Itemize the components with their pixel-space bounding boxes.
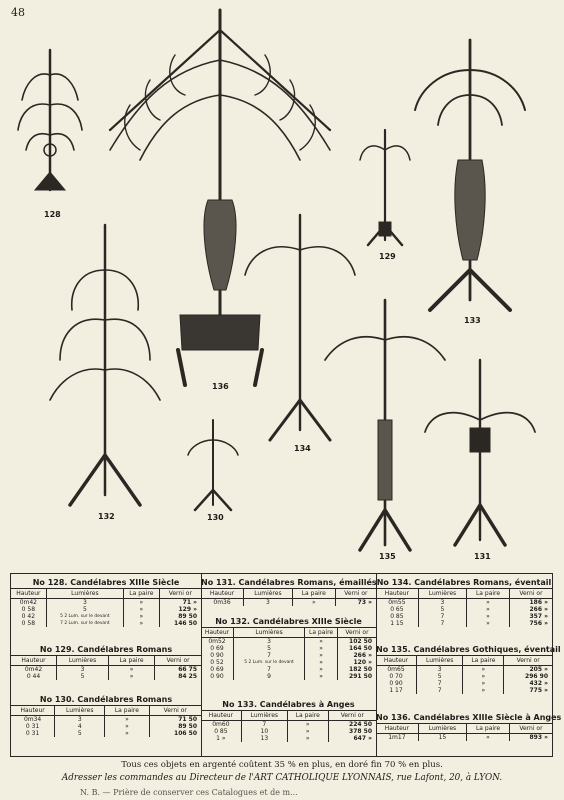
pricing-note: Tous ces objets en argenté coûtent 35 % en plus, en doré fin 70 % en plus. [121, 760, 443, 770]
price-table-135 [376, 655, 552, 694]
cell-price: 647 » [328, 735, 376, 742]
cell-height: 0m55 [388, 599, 406, 606]
cell-pair: » [467, 620, 510, 627]
col-header: Lumières [241, 711, 287, 721]
col-header: La paire [124, 589, 160, 599]
cell-height: 0 31 [25, 730, 40, 737]
cell-price: 89 50 [159, 613, 201, 620]
cell-pair: » [109, 666, 155, 674]
cell-price: 129 » [159, 606, 201, 613]
table-title-129: No 129. Candélabres Romans [39, 645, 173, 654]
figure-number-136: 136 [212, 382, 229, 391]
cell-pair: » [305, 645, 338, 652]
cell-pair: » [463, 680, 504, 687]
table-row [11, 723, 201, 730]
cell-height: 0 52 [210, 659, 224, 666]
cell-height: 0 90 [389, 680, 403, 687]
figure-number-130: 130 [207, 513, 224, 522]
order-address: Adresser les commandes au Directeur de l'ART CATHOLIQUE LYONNAIS, rue Lafont, 20, à LYON. [61, 773, 503, 783]
table-row [11, 730, 201, 737]
candelabrum-129-drawing [360, 130, 410, 245]
cell-lights: 3 [418, 599, 466, 607]
cell-height: 0 85 [390, 613, 404, 620]
cell-lights: 7 2 Lum. sur le devant [46, 620, 123, 627]
col-header: Verni or [509, 724, 552, 734]
price-table-128 [11, 588, 201, 627]
table-row [201, 645, 376, 652]
col-header: Verni or [159, 589, 201, 599]
price-block-132 [201, 616, 376, 680]
col-header: Lumières [56, 656, 108, 666]
cell-lights: 3 [55, 716, 105, 724]
cell-lights: 5 [46, 606, 123, 613]
table-title-136: No 136. Candélabres XIIIe Siècle à Anges [376, 713, 562, 722]
col-header: La paire [287, 711, 328, 721]
cell-height: 0 42 [21, 613, 36, 620]
col-header: Hauteur [11, 589, 46, 599]
cell-height: 0 44 [26, 673, 41, 680]
cell-height: 0 31 [25, 723, 40, 730]
table-row [11, 673, 201, 680]
price-block-128 [11, 577, 201, 627]
cell-lights: 13 [241, 735, 287, 742]
cell-pair: » [287, 735, 328, 742]
cell-lights: 4 [55, 723, 105, 730]
table-row [376, 680, 552, 687]
cell-lights: 15 [418, 734, 466, 742]
cell-pair: » [287, 728, 328, 735]
cell-height: 0 65 [390, 606, 404, 613]
cell-pair: » [463, 666, 504, 674]
cell-pair: » [124, 599, 160, 607]
col-header: Lumières [46, 589, 123, 599]
cell-price: 893 » [509, 734, 552, 742]
cell-pair: » [124, 620, 160, 627]
cell-price: 224 50 [328, 721, 376, 729]
price-table-133 [201, 710, 376, 742]
table-row [376, 673, 552, 680]
price-column-right [376, 574, 562, 756]
cell-pair: » [287, 721, 328, 729]
cell-pair: » [467, 734, 510, 742]
cell-price: 432 » [504, 680, 552, 687]
price-table-134 [376, 588, 552, 627]
table-row [376, 687, 552, 694]
col-header: Hauteur [201, 589, 244, 599]
cell-lights: 7 [418, 620, 466, 627]
cell-height: 0m42 [19, 599, 37, 606]
col-header: La paire [467, 724, 510, 734]
col-header: La paire [467, 589, 510, 599]
col-header: Verni or [155, 656, 201, 666]
candelabrum-133-drawing [415, 40, 525, 310]
cell-price: 291 50 [337, 673, 376, 680]
cell-lights: 7 [417, 687, 463, 694]
figure-number-133: 133 [464, 316, 481, 325]
cell-height: 0m42 [24, 666, 43, 673]
price-block-133 [201, 699, 376, 742]
table-row [376, 620, 552, 627]
cell-price: 89 50 [149, 723, 201, 730]
cell-price: 102 50 [337, 638, 376, 646]
col-header: Lumières [244, 589, 293, 599]
cell-height: 0m65 [387, 666, 405, 673]
table-row [376, 599, 552, 607]
cell-height: 1 » [216, 735, 226, 742]
page-number: 48 [11, 6, 25, 19]
table-row [376, 666, 552, 674]
col-header: Hauteur [376, 656, 417, 666]
cell-pair: » [305, 652, 338, 659]
table-title-133: No 133. Candélabres à Anges [222, 700, 355, 709]
cell-height: 0m36 [213, 599, 231, 606]
cell-price: 378 50 [328, 728, 376, 735]
cell-price: 66 75 [155, 666, 201, 674]
col-header: Hauteur [11, 656, 56, 666]
table-row [376, 734, 552, 742]
cell-price: 164 50 [337, 645, 376, 652]
price-block-134 [376, 577, 552, 627]
price-block-130 [11, 694, 201, 737]
table-title-135: No 135. Candélabres Gothiques, éventail [376, 645, 561, 654]
cell-pair: » [463, 673, 504, 680]
table-row [201, 666, 376, 673]
figure-number-128: 128 [44, 210, 61, 219]
price-table-136 [376, 723, 552, 741]
cell-price: 71 » [159, 599, 201, 607]
cell-lights: 3 [244, 599, 293, 607]
cell-height: 0 69 [210, 645, 224, 652]
cell-price: 146 50 [159, 620, 201, 627]
cell-lights: 5 [233, 645, 304, 652]
candelabrum-136-drawing [110, 10, 330, 385]
cell-price: 266 » [509, 606, 552, 613]
col-header: Verni or [335, 589, 376, 599]
table-title-131: No 131. Candélabres Romans, émaillés [201, 578, 377, 587]
cell-pair: » [292, 599, 335, 607]
col-header: La paire [109, 656, 155, 666]
cell-pair: » [467, 599, 510, 607]
cell-price: 756 » [509, 620, 552, 627]
col-header: Hauteur [376, 589, 418, 599]
table-row [11, 613, 201, 620]
cell-pair: » [124, 613, 160, 620]
cell-pair: » [305, 666, 338, 673]
table-row [376, 606, 552, 613]
figure-number-131: 131 [474, 552, 491, 561]
col-header: Hauteur [201, 628, 233, 638]
table-row [11, 606, 201, 613]
price-table-130 [11, 705, 201, 737]
col-header: Verni or [328, 711, 376, 721]
col-header: Verni or [337, 628, 376, 638]
cell-pair: » [305, 638, 338, 646]
table-row [201, 638, 376, 646]
table-row [201, 728, 376, 735]
price-block-129 [11, 644, 201, 680]
cell-lights: 10 [241, 728, 287, 735]
cell-pair: » [105, 716, 149, 724]
cell-lights: 7 [233, 652, 304, 659]
price-table-132 [201, 627, 376, 680]
col-header: Hauteur [201, 711, 241, 721]
cell-pair: » [305, 673, 338, 680]
cell-price: 106 50 [149, 730, 201, 737]
cell-pair: » [105, 723, 149, 730]
table-row [201, 735, 376, 742]
cell-price: 73 » [335, 599, 376, 607]
col-header: Verni or [149, 706, 201, 716]
cell-price: 357 » [509, 613, 552, 620]
table-row [11, 666, 201, 674]
cell-price: 775 » [504, 687, 552, 694]
col-header: La paire [105, 706, 149, 716]
col-header: La paire [463, 656, 504, 666]
cell-lights: 5 2 Lum. sur le devant [233, 659, 304, 666]
cell-height: 0 90 [210, 652, 224, 659]
figure-number-129: 129 [379, 252, 396, 261]
col-header: Hauteur [11, 706, 55, 716]
price-block-135 [376, 644, 561, 694]
table-row [201, 721, 376, 729]
cell-height: 0 58 [21, 606, 36, 613]
cell-pair: » [467, 606, 510, 613]
cell-height: 1 15 [390, 620, 404, 627]
cell-price: 296 90 [504, 673, 552, 680]
cell-lights: 7 [241, 721, 287, 729]
cell-price: 120 » [337, 659, 376, 666]
cell-price: 205 » [504, 666, 552, 674]
cell-height: 0 90 [210, 673, 224, 680]
cell-lights: 3 [233, 638, 304, 646]
cell-height: 0 58 [21, 620, 36, 627]
price-block-136 [376, 712, 562, 741]
cell-height: 0 70 [389, 673, 403, 680]
table-title-134: No 134. Candélabres Romans, éventail [376, 578, 552, 587]
table-title-130: No 130. Candélabres Romans [39, 695, 173, 704]
cell-lights: 5 [55, 730, 105, 737]
col-header: Lumières [418, 589, 466, 599]
cell-lights: 7 [417, 680, 463, 687]
table-row [201, 652, 376, 659]
figure-number-135: 135 [379, 552, 396, 561]
cell-lights: 5 2 Lum. sur le devant [46, 613, 123, 620]
price-table-129 [11, 655, 201, 680]
cell-lights: 3 [56, 666, 108, 674]
cell-height: 0m60 [212, 721, 230, 728]
col-header: Lumières [417, 656, 463, 666]
cell-price: 71 50 [149, 716, 201, 724]
cell-pair: » [305, 659, 338, 666]
col-header: Verni or [504, 656, 552, 666]
col-header: La paire [292, 589, 335, 599]
cell-height: 0 69 [210, 666, 224, 673]
table-title-128: No 128. Candélabres XIIIe Siècle [32, 578, 180, 587]
price-column-left [11, 574, 202, 756]
table-row [376, 613, 552, 620]
cell-lights: 7 [233, 666, 304, 673]
cell-height: 1m17 [388, 734, 406, 741]
cell-pair: » [467, 613, 510, 620]
cell-lights: 9 [233, 673, 304, 680]
col-header: Verni or [509, 589, 552, 599]
cell-price: 186 » [509, 599, 552, 607]
candelabrum-134-drawing [245, 215, 355, 440]
col-header: Hauteur [376, 724, 418, 734]
table-row [201, 673, 376, 680]
cell-lights: 5 [417, 673, 463, 680]
cell-pair: » [109, 673, 155, 680]
table-title-132: No 132. Candélabres XIIIe Siècle [215, 617, 362, 626]
cell-height: 0m34 [23, 716, 42, 723]
price-column-middle [201, 574, 377, 756]
cell-lights: 3 [46, 599, 123, 607]
cell-price: 84 25 [155, 673, 201, 680]
cell-pair: » [124, 606, 160, 613]
col-header: Lumières [55, 706, 105, 716]
table-row [11, 599, 201, 607]
candelabrum-130-drawing [188, 420, 238, 510]
table-row [11, 620, 201, 627]
cell-height: 0m52 [208, 638, 226, 645]
col-header: La paire [305, 628, 338, 638]
candelabrum-128-drawing [18, 50, 82, 190]
cell-height: 1 17 [389, 687, 403, 694]
cell-height: 0 85 [214, 728, 228, 735]
cell-price: 182 50 [337, 666, 376, 673]
candelabrum-131-drawing [425, 360, 535, 545]
cell-price: 266 » [337, 652, 376, 659]
figure-number-134: 134 [294, 444, 311, 453]
col-header: Lumières [418, 724, 466, 734]
candelabrum-132-drawing [50, 225, 160, 505]
cell-pair: » [105, 730, 149, 737]
table-row [11, 716, 201, 724]
price-block-131 [201, 577, 376, 606]
candelabrum-135-drawing [325, 300, 445, 550]
nb-note: N. B. — Prière de conserver ces Catalogues et de m... [80, 788, 298, 797]
cell-lights: 3 [417, 666, 463, 674]
col-header: Lumières [233, 628, 304, 638]
cell-pair: » [463, 687, 504, 694]
cell-lights: 7 [418, 613, 466, 620]
price-tables [10, 573, 562, 757]
table-row [201, 659, 376, 666]
cell-lights: 5 [418, 606, 466, 613]
figure-number-132: 132 [98, 512, 115, 521]
table-row [201, 599, 376, 607]
price-table-131 [201, 588, 376, 606]
cell-lights: 5 [56, 673, 108, 680]
